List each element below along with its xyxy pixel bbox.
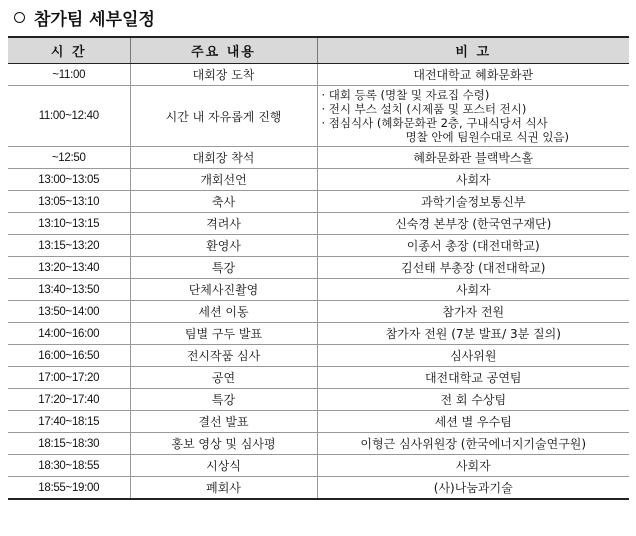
time-cell: 18:15~18:30 (8, 433, 130, 455)
table-row (8, 279, 629, 301)
section-title-text: 참가팀 세부일정 (34, 9, 155, 30)
time-cell: 13:00~13:05 (8, 169, 130, 191)
table-row (8, 235, 629, 257)
time-cell: 13:50~14:00 (8, 301, 130, 323)
time-cell: 18:30~18:55 (8, 455, 130, 477)
note-cell: 과학기술정보통신부 (317, 191, 629, 213)
table-row (8, 345, 629, 367)
table-row (8, 323, 629, 345)
time-cell: 18:55~19:00 (8, 477, 130, 500)
time-cell: 13:20~13:40 (8, 257, 130, 279)
note-cell: 참가자 전원 (317, 301, 629, 323)
content-cell: 공연 (130, 367, 317, 389)
section-title (14, 3, 155, 31)
header-content: 주요 내용 (130, 37, 317, 64)
note-cell: 대전대학교 혜화문화관 (317, 64, 629, 86)
content-cell: 격려사 (130, 213, 317, 235)
header-time: 시 간 (8, 37, 130, 64)
time-cell: 17:40~18:15 (8, 411, 130, 433)
note-line: · 대회 등록 (명찰 및 자료집 수령) (321, 88, 490, 102)
time-cell: 17:20~17:40 (8, 389, 130, 411)
content-cell: 단체사진촬영 (130, 279, 317, 301)
content-cell: 환영사 (130, 235, 317, 257)
note-cell: 사회자 (317, 169, 629, 191)
note-cell: 대전대학교 공연팀 (317, 367, 629, 389)
table-row (8, 213, 629, 235)
header-note: 비 고 (317, 37, 629, 64)
table-header-row (8, 37, 629, 64)
table-row (8, 147, 629, 169)
time-cell: ~11:00 (8, 64, 130, 86)
time-cell: 13:40~13:50 (8, 279, 130, 301)
content-cell: 특강 (130, 389, 317, 411)
table-row (8, 455, 629, 477)
note-line: · 점심식사 (혜화문화관 2층, 구내식당서 식사 (321, 116, 548, 130)
time-cell: 16:00~16:50 (8, 345, 130, 367)
note-cell: 참가자 전원 (7분 발표/ 3분 질의) (317, 323, 629, 345)
note-cell: 혜화문화관 블랙박스홀 (317, 147, 629, 169)
content-cell: 대회장 도착 (130, 64, 317, 86)
content-cell: 세션 이동 (130, 301, 317, 323)
content-cell: 축사 (130, 191, 317, 213)
note-cell: 전 회 수상팀 (317, 389, 629, 411)
time-cell: 11:00~12:40 (8, 86, 130, 147)
table-row (8, 191, 629, 213)
content-cell: 시간 내 자유롭게 진행 (130, 86, 317, 147)
table-row (8, 64, 629, 86)
time-cell: 13:10~13:15 (8, 213, 130, 235)
time-cell: 17:00~17:20 (8, 367, 130, 389)
table-row (8, 257, 629, 279)
note-line: 명찰 안에 팀원수대로 식권 있음) (405, 130, 570, 144)
circle-bullet-icon (14, 12, 25, 23)
table-row (8, 301, 629, 323)
content-cell: 개회선언 (130, 169, 317, 191)
content-cell: 전시작품 심사 (130, 345, 317, 367)
content-cell: 결선 발표 (130, 411, 317, 433)
content-cell: 특강 (130, 257, 317, 279)
note-cell: 사회자 (317, 455, 629, 477)
note-line: · 전시 부스 설치 (시제품 및 포스터 전시) (321, 102, 527, 116)
table-row (8, 367, 629, 389)
note-cell (317, 86, 629, 147)
table-row (8, 411, 629, 433)
note-cell: 심사위원 (317, 345, 629, 367)
schedule-table (8, 36, 629, 500)
note-cell: (사)나눔과기술 (317, 477, 629, 500)
content-cell: 홍보 영상 및 심사평 (130, 433, 317, 455)
content-cell: 폐회사 (130, 477, 317, 500)
content-cell: 대회장 착석 (130, 147, 317, 169)
note-cell: 이형근 심사위원장 (한국에너지기술연구원) (317, 433, 629, 455)
note-cell: 사회자 (317, 279, 629, 301)
note-cell: 신숙경 본부장 (한국연구재단) (317, 213, 629, 235)
time-cell: ~12:50 (8, 147, 130, 169)
content-cell: 팀별 구두 발표 (130, 323, 317, 345)
note-cell: 김선태 부총장 (대전대학교) (317, 257, 629, 279)
table-row (8, 169, 629, 191)
note-cell: 세션 별 우수팀 (317, 411, 629, 433)
content-cell: 시상식 (130, 455, 317, 477)
time-cell: 13:15~13:20 (8, 235, 130, 257)
time-cell: 13:05~13:10 (8, 191, 130, 213)
table-row (8, 389, 629, 411)
time-cell: 14:00~16:00 (8, 323, 130, 345)
note-cell: 이종서 총장 (대전대학교) (317, 235, 629, 257)
table-row (8, 433, 629, 455)
table-row (8, 477, 629, 500)
table-row (8, 86, 629, 147)
